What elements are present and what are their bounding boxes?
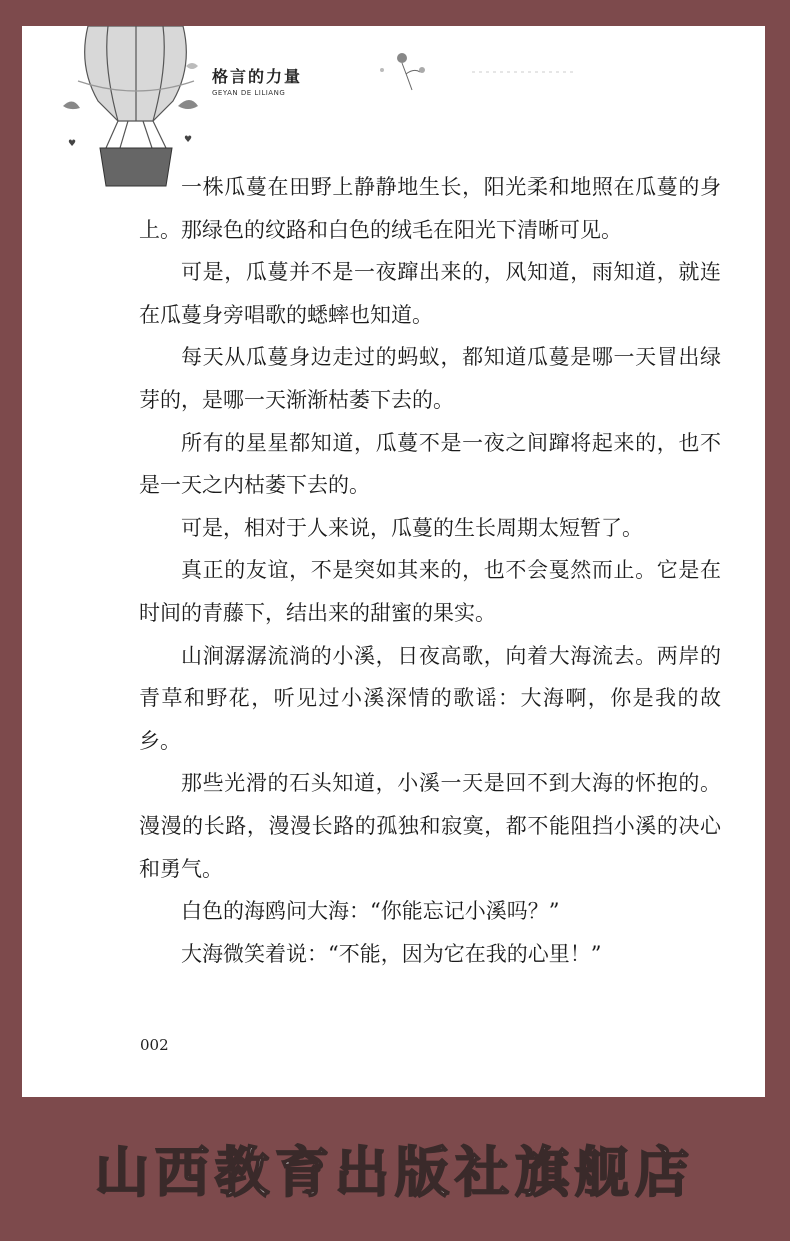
story-text (139, 166, 721, 975)
page-number: 002 (140, 1036, 169, 1054)
svg-text:♥: ♥ (184, 135, 193, 145)
paragraph: 可是，相对于人来说，瓜蔓的生长周期太短暂了。 (181, 515, 643, 540)
book-page (22, 26, 765, 1097)
store-brand-banner: 山西教育出版社旗舰店 (95, 1141, 695, 1204)
paragraph: 一株瓜蔓在田野上静静地生长，阳光柔和地照在瓜蔓的身上。那绿色的纹路和白色的绒毛在阳光下清晰可见。 (139, 175, 721, 242)
paragraph: 真正的友谊，不是突如其来的，也不会戛然而止。它是在时间的青藤下，结出来的甜蜜的果实。 (139, 558, 721, 625)
paragraph: 白色的海鸥问大海：“你能忘记小溪吗？” (181, 899, 560, 924)
svg-text:♥: ♥ (68, 139, 77, 149)
paragraph: 那些光滑的石头知道，小溪一天是回不到大海的怀抱的。漫漫的长路，漫漫长路的孤独和寂寞，都不能阻挡小溪的决心和勇气。 (139, 771, 721, 881)
flower-icon (362, 46, 582, 96)
paragraph: 可是，瓜蔓并不是一夜蹿出来的，风知道，雨知道，就连在瓜蔓身旁唱歌的蟋蟀也知道。 (139, 260, 721, 327)
paragraph: 山涧潺潺流淌的小溪，日夜高歌，向着大海流去。两岸的青草和野花，听见过小溪深情的歌谣：大海啊，你是我的故乡。 (139, 643, 721, 753)
book-series-title: 格言的力量 (212, 67, 303, 86)
paragraph: 每天从瓜蔓身边走过的蚂蚁，都知道瓜蔓是哪一天冒出绿芽的，是哪一天渐渐枯萎下去的。 (139, 345, 721, 412)
book-series-subtitle: GEYAN DE LILIANG (212, 89, 286, 97)
paragraph: 所有的星星都知道，瓜蔓不是一夜之间蹿将起来的，也不是一天之内枯萎下去的。 (139, 430, 721, 498)
paragraph: 大海微笑着说：“不能，因为它在我的心里！” (181, 941, 602, 966)
